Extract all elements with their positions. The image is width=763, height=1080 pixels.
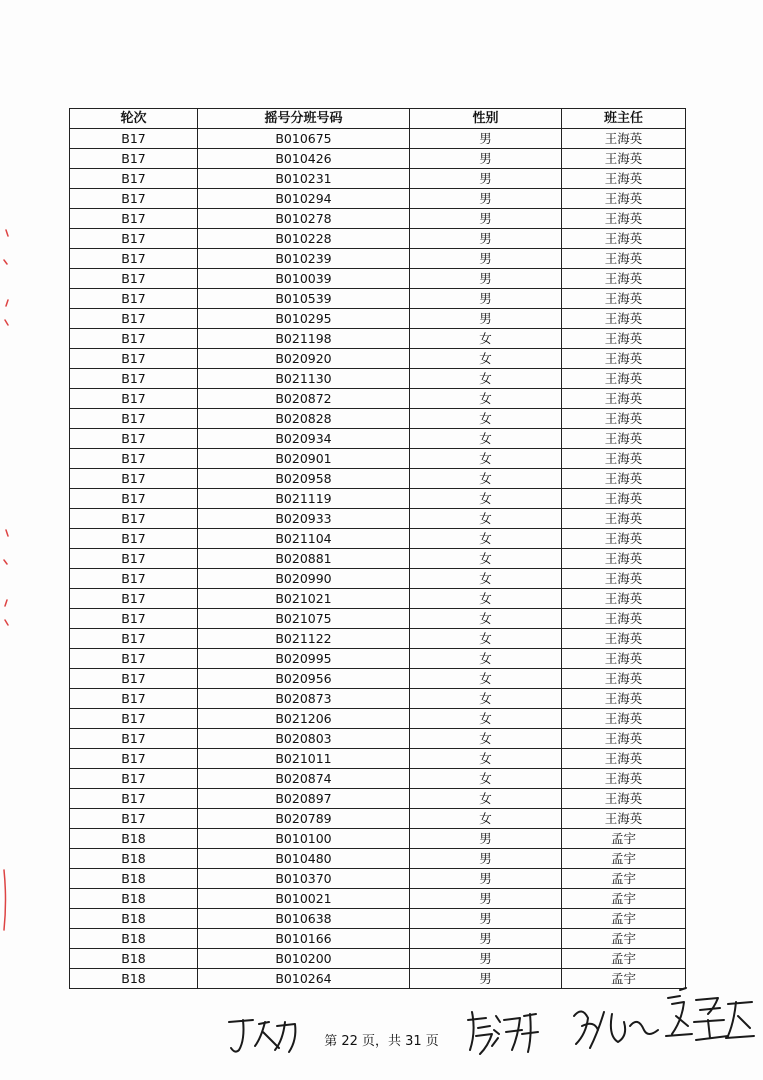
cell-lottery-number: B010039 — [198, 269, 410, 289]
cell-gender: 女 — [410, 769, 562, 789]
cell-round: B18 — [70, 949, 198, 969]
cell-gender: 女 — [410, 649, 562, 669]
cell-round: B17 — [70, 529, 198, 549]
cell-lottery-number: B020881 — [198, 549, 410, 569]
cell-head-teacher: 王海英 — [562, 429, 686, 449]
cell-head-teacher: 王海英 — [562, 389, 686, 409]
cell-lottery-number: B010675 — [198, 129, 410, 149]
cell-head-teacher: 王海英 — [562, 589, 686, 609]
cell-round: B17 — [70, 789, 198, 809]
table-row — [70, 589, 686, 609]
cell-head-teacher: 孟宇 — [562, 869, 686, 889]
cell-head-teacher: 孟宇 — [562, 829, 686, 849]
cell-gender: 女 — [410, 389, 562, 409]
cell-gender: 男 — [410, 169, 562, 189]
cell-lottery-number: B021119 — [198, 489, 410, 509]
cell-lottery-number: B020933 — [198, 509, 410, 529]
cell-round: B17 — [70, 749, 198, 769]
cell-gender: 女 — [410, 809, 562, 829]
cell-head-teacher: 王海英 — [562, 489, 686, 509]
cell-gender: 女 — [410, 429, 562, 449]
cell-head-teacher: 王海英 — [562, 209, 686, 229]
table-row — [70, 129, 686, 149]
cell-head-teacher: 王海英 — [562, 129, 686, 149]
table-row — [70, 869, 686, 889]
table-row — [70, 469, 686, 489]
cell-round: B17 — [70, 609, 198, 629]
cell-lottery-number: B020828 — [198, 409, 410, 429]
cell-gender: 男 — [410, 229, 562, 249]
cell-gender: 男 — [410, 909, 562, 929]
cell-gender: 女 — [410, 369, 562, 389]
cell-round: B18 — [70, 929, 198, 949]
cell-head-teacher: 王海英 — [562, 649, 686, 669]
cell-round: B17 — [70, 129, 198, 149]
table-row — [70, 429, 686, 449]
cell-round: B17 — [70, 369, 198, 389]
cell-gender: 女 — [410, 669, 562, 689]
cell-round: B18 — [70, 849, 198, 869]
cell-round: B17 — [70, 189, 198, 209]
cell-head-teacher: 孟宇 — [562, 909, 686, 929]
table-row — [70, 289, 686, 309]
table-row — [70, 809, 686, 829]
cell-gender: 女 — [410, 529, 562, 549]
cell-head-teacher: 王海英 — [562, 669, 686, 689]
table-row — [70, 209, 686, 229]
cell-round: B17 — [70, 269, 198, 289]
cell-gender: 男 — [410, 269, 562, 289]
table-row — [70, 409, 686, 429]
header-gender: 性别 — [410, 109, 562, 129]
table-row — [70, 689, 686, 709]
cell-gender: 女 — [410, 509, 562, 529]
table-row — [70, 169, 686, 189]
cell-gender: 男 — [410, 889, 562, 909]
cell-gender: 男 — [410, 149, 562, 169]
table-row — [70, 729, 686, 749]
cell-round: B17 — [70, 289, 198, 309]
cell-gender: 女 — [410, 569, 562, 589]
table-row — [70, 249, 686, 269]
cell-lottery-number: B010370 — [198, 869, 410, 889]
cell-round: B17 — [70, 409, 198, 429]
cell-round: B17 — [70, 589, 198, 609]
cell-head-teacher: 王海英 — [562, 749, 686, 769]
cell-head-teacher: 孟宇 — [562, 889, 686, 909]
cell-gender: 女 — [410, 689, 562, 709]
cell-head-teacher: 王海英 — [562, 169, 686, 189]
table-row — [70, 389, 686, 409]
cell-lottery-number: B010228 — [198, 229, 410, 249]
cell-lottery-number: B010638 — [198, 909, 410, 929]
cell-gender: 女 — [410, 329, 562, 349]
cell-lottery-number: B020956 — [198, 669, 410, 689]
cell-lottery-number: B021021 — [198, 589, 410, 609]
cell-lottery-number: B020897 — [198, 789, 410, 809]
table-row — [70, 149, 686, 169]
cell-gender: 男 — [410, 129, 562, 149]
table-row — [70, 949, 686, 969]
signature-3 — [568, 986, 758, 1056]
table-row — [70, 649, 686, 669]
cell-lottery-number: B010480 — [198, 849, 410, 869]
cell-gender: 女 — [410, 589, 562, 609]
cell-gender: 男 — [410, 209, 562, 229]
cell-lottery-number: B020995 — [198, 649, 410, 669]
cell-round: B17 — [70, 569, 198, 589]
table-row — [70, 229, 686, 249]
table-row — [70, 569, 686, 589]
cell-round: B17 — [70, 469, 198, 489]
cell-lottery-number: B020920 — [198, 349, 410, 369]
table-row — [70, 509, 686, 529]
table-row — [70, 549, 686, 569]
cell-head-teacher: 王海英 — [562, 409, 686, 429]
cell-round: B17 — [70, 169, 198, 189]
header-lottery-number: 摇号分班号码 — [198, 109, 410, 129]
cell-lottery-number: B021206 — [198, 709, 410, 729]
cell-round: B17 — [70, 349, 198, 369]
cell-gender: 女 — [410, 749, 562, 769]
cell-round: B17 — [70, 809, 198, 829]
cell-round: B17 — [70, 149, 198, 169]
cell-head-teacher: 王海英 — [562, 549, 686, 569]
cell-lottery-number: B010294 — [198, 189, 410, 209]
table-row — [70, 309, 686, 329]
cell-round: B18 — [70, 889, 198, 909]
cell-gender: 女 — [410, 629, 562, 649]
cell-lottery-number: B020901 — [198, 449, 410, 469]
cell-gender: 女 — [410, 349, 562, 369]
cell-round: B17 — [70, 389, 198, 409]
cell-lottery-number: B021104 — [198, 529, 410, 549]
class-assignment-table — [69, 108, 686, 989]
header-head-teacher: 班主任 — [562, 109, 686, 129]
cell-lottery-number: B010231 — [198, 169, 410, 189]
cell-round: B17 — [70, 669, 198, 689]
cell-head-teacher: 王海英 — [562, 189, 686, 209]
cell-round: B17 — [70, 509, 198, 529]
cell-head-teacher: 王海英 — [562, 769, 686, 789]
table-row — [70, 929, 686, 949]
cell-lottery-number: B021130 — [198, 369, 410, 389]
table-row — [70, 709, 686, 729]
cell-lottery-number: B021122 — [198, 629, 410, 649]
cell-gender: 女 — [410, 409, 562, 429]
table-row — [70, 449, 686, 469]
table-body — [70, 129, 686, 989]
table-row — [70, 769, 686, 789]
cell-round: B17 — [70, 329, 198, 349]
cell-head-teacher: 王海英 — [562, 149, 686, 169]
cell-lottery-number: B010166 — [198, 929, 410, 949]
table-row — [70, 349, 686, 369]
table-row — [70, 529, 686, 549]
table-row — [70, 629, 686, 649]
cell-head-teacher: 王海英 — [562, 789, 686, 809]
cell-head-teacher: 王海英 — [562, 689, 686, 709]
cell-lottery-number: B010239 — [198, 249, 410, 269]
cell-gender: 男 — [410, 849, 562, 869]
cell-round: B17 — [70, 449, 198, 469]
cell-lottery-number: B010539 — [198, 289, 410, 309]
cell-lottery-number: B020789 — [198, 809, 410, 829]
table-header-row — [70, 109, 686, 129]
cell-gender: 女 — [410, 469, 562, 489]
cell-lottery-number: B021198 — [198, 329, 410, 349]
cell-gender: 女 — [410, 489, 562, 509]
table-row — [70, 489, 686, 509]
cell-head-teacher: 王海英 — [562, 809, 686, 829]
cell-head-teacher: 王海英 — [562, 509, 686, 529]
cell-head-teacher: 王海英 — [562, 709, 686, 729]
cell-lottery-number: B021075 — [198, 609, 410, 629]
cell-round: B17 — [70, 629, 198, 649]
cell-lottery-number: B010264 — [198, 969, 410, 989]
cell-round: B18 — [70, 969, 198, 989]
table-row — [70, 749, 686, 769]
cell-lottery-number: B020990 — [198, 569, 410, 589]
cell-head-teacher: 王海英 — [562, 289, 686, 309]
cell-head-teacher: 王海英 — [562, 369, 686, 389]
cell-round: B18 — [70, 869, 198, 889]
header-round: 轮次 — [70, 109, 198, 129]
cell-gender: 女 — [410, 709, 562, 729]
cell-lottery-number: B020873 — [198, 689, 410, 709]
table-row — [70, 829, 686, 849]
cell-head-teacher: 孟宇 — [562, 949, 686, 969]
cell-round: B17 — [70, 489, 198, 509]
table-row — [70, 189, 686, 209]
table-row — [70, 889, 686, 909]
cell-gender: 男 — [410, 309, 562, 329]
cell-lottery-number: B010295 — [198, 309, 410, 329]
cell-head-teacher: 王海英 — [562, 309, 686, 329]
cell-round: B17 — [70, 229, 198, 249]
cell-head-teacher: 王海英 — [562, 349, 686, 369]
cell-gender: 男 — [410, 249, 562, 269]
cell-lottery-number: B020934 — [198, 429, 410, 449]
cell-round: B17 — [70, 709, 198, 729]
cell-head-teacher: 王海英 — [562, 609, 686, 629]
cell-head-teacher: 孟宇 — [562, 969, 686, 989]
cell-round: B17 — [70, 209, 198, 229]
table-row — [70, 269, 686, 289]
cell-lottery-number: B010278 — [198, 209, 410, 229]
cell-gender: 男 — [410, 289, 562, 309]
table-row — [70, 849, 686, 869]
cell-head-teacher: 王海英 — [562, 629, 686, 649]
cell-lottery-number: B010200 — [198, 949, 410, 969]
cell-round: B17 — [70, 689, 198, 709]
cell-round: B17 — [70, 549, 198, 569]
table-row — [70, 789, 686, 809]
cell-head-teacher: 王海英 — [562, 249, 686, 269]
cell-lottery-number: B020874 — [198, 769, 410, 789]
cell-lottery-number: B020872 — [198, 389, 410, 409]
cell-gender: 男 — [410, 829, 562, 849]
cell-gender: 男 — [410, 189, 562, 209]
cell-round: B17 — [70, 769, 198, 789]
cell-lottery-number: B021011 — [198, 749, 410, 769]
table-row — [70, 369, 686, 389]
cell-head-teacher: 孟宇 — [562, 849, 686, 869]
cell-gender: 男 — [410, 869, 562, 889]
cell-round: B18 — [70, 829, 198, 849]
cell-head-teacher: 王海英 — [562, 729, 686, 749]
cell-gender: 女 — [410, 789, 562, 809]
page-number-footer: 第 22 页，共 31 页 — [324, 1034, 439, 1049]
table-row — [70, 609, 686, 629]
cell-round: B17 — [70, 649, 198, 669]
cell-lottery-number: B020958 — [198, 469, 410, 489]
cell-round: B17 — [70, 249, 198, 269]
cell-lottery-number: B020803 — [198, 729, 410, 749]
table-row — [70, 669, 686, 689]
cell-gender: 男 — [410, 929, 562, 949]
cell-head-teacher: 王海英 — [562, 469, 686, 489]
cell-gender: 女 — [410, 449, 562, 469]
cell-gender: 女 — [410, 609, 562, 629]
cell-head-teacher: 王海英 — [562, 449, 686, 469]
cell-head-teacher: 王海英 — [562, 569, 686, 589]
cell-lottery-number: B010426 — [198, 149, 410, 169]
cell-head-teacher: 王海英 — [562, 529, 686, 549]
cell-head-teacher: 王海英 — [562, 269, 686, 289]
cell-head-teacher: 王海英 — [562, 229, 686, 249]
cell-round: B17 — [70, 729, 198, 749]
cell-lottery-number: B010100 — [198, 829, 410, 849]
cell-lottery-number: B010021 — [198, 889, 410, 909]
cell-gender: 女 — [410, 549, 562, 569]
cell-round: B17 — [70, 309, 198, 329]
cell-round: B17 — [70, 429, 198, 449]
table-row — [70, 909, 686, 929]
table-row — [70, 329, 686, 349]
cell-gender: 男 — [410, 969, 562, 989]
cell-head-teacher: 王海英 — [562, 329, 686, 349]
margin-red-marks — [0, 220, 16, 940]
cell-head-teacher: 孟宇 — [562, 929, 686, 949]
cell-gender: 男 — [410, 949, 562, 969]
cell-round: B18 — [70, 909, 198, 929]
signature-2 — [462, 1006, 542, 1062]
cell-gender: 女 — [410, 729, 562, 749]
